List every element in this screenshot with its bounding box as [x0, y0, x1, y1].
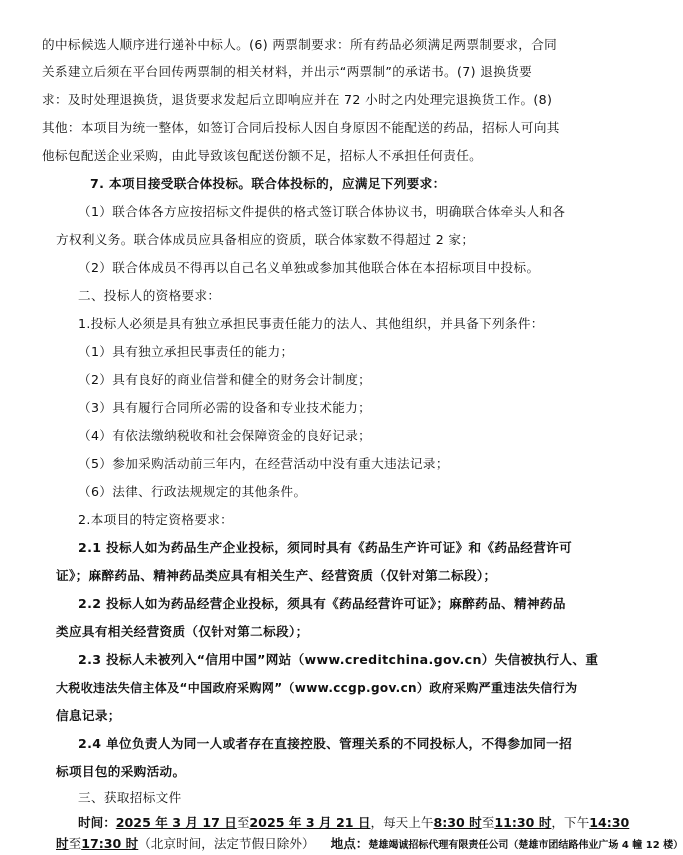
- text-line-15: （4）有依法缴纳税收和社会保障资金的良好记录；: [78, 428, 372, 443]
- text-line-16: （5）参加采购活动前三年内，在经营活动中没有重大违法记录；: [78, 456, 449, 471]
- text-line-24: 大税收违法失信主体及“中国政府采购网”（www.ccgp.gov.cn）政府采购严重违法失信行为: [56, 681, 578, 695]
- text-line-12: （1）具有独立承担民事责任的能力；: [78, 344, 294, 359]
- section-3-heading: 三、获取招标文件: [78, 790, 182, 805]
- text-line-5: 他标包配送企业采购，由此导致该包配送份额不足，招标人不承担任何责任。: [42, 148, 483, 163]
- pm-start-b: 时: [56, 836, 69, 851]
- text-line-23: 2.3 投标人未被列入“信用中国”网站（www.creditchina.gov.cn）失信被执行人、重: [78, 652, 599, 667]
- end-date: 2025 年 3 月 21 日: [249, 815, 371, 830]
- time-note: （北京时间，法定节假日除外）: [138, 836, 315, 851]
- text-line-20: 证》；麻醉药品、精神药品类应具有相关生产、经营资质（仅针对第二标段）；: [56, 568, 497, 583]
- text-line-25: 信息记录；: [56, 708, 121, 723]
- text-line-7: （1）联合体各方应按招标文件提供的格式签订联合体协议书，明确联合体牵头人和各: [78, 204, 566, 219]
- text-line-21: 2.2 投标人如为药品经营企业投标，须具有《药品经营许可证》；麻醉药品、精神药品: [78, 596, 566, 611]
- morning-prefix: ，每天上午: [370, 815, 434, 830]
- afternoon-prefix: ，下午: [551, 815, 590, 830]
- section-2-heading: 二、投标人的资格要求：: [78, 288, 221, 303]
- to-2: 至: [481, 815, 495, 830]
- text-line-22: 类应具有相关经营资质（仅针对第二标段）；: [56, 624, 309, 639]
- text-line-19: 2.1 投标人如为药品生产企业投标，须同时具有《药品生产许可证》和《药品经营许可: [78, 540, 573, 555]
- text-line-8: 方权利义务。联合体成员应具备相应的资质，联合体家数不得超过 2 家；: [56, 232, 475, 247]
- text-line-4: 其他：本项目为统一整体，如签订合同后投标人因自身原因不能配送的药品，招标人可向其: [42, 120, 560, 135]
- am-start: 8:30 时: [433, 815, 482, 830]
- place-value: 楚雄竭诚招标代理有限责任公司（楚雄市团结路伟业广场 4 幢 12 楼）: [368, 840, 683, 851]
- start-date: 2025 年 3 月 17 日: [115, 815, 237, 830]
- pm-start-a: 14:30: [589, 815, 630, 830]
- text-line-3: 求：及时处理退换货，退货要求发起后立即响应并在 72 小时之内处理完退换货工作。(8): [42, 92, 553, 107]
- text-line-11: 1.投标人必须是具有独立承担民事责任能力的法人、其他组织，并具备下列条件：: [78, 316, 544, 331]
- text-line-27: 标项目包的采购活动。: [56, 764, 186, 779]
- to-1: 至: [236, 815, 250, 830]
- text-line-2: 关系建立后须在平台回传两票制的相关材料，并出示“两票制”的承诺书。(7) 退换货要: [42, 64, 533, 79]
- pm-end: 17:30 时: [81, 836, 139, 851]
- time-line: [78, 814, 630, 832]
- section-7-heading: 7. 本项目接受联合体投标。联合体投标的，应满足下列要求：: [90, 176, 446, 191]
- text-line-13: （2）具有良好的商业信誉和健全的财务会计制度；: [78, 372, 372, 387]
- text-line-1: 的中标候选人顺序进行递补中标人。(6) 两票制要求：所有药品必须满足两票制要求，合同: [42, 37, 558, 52]
- time-line-continued: [56, 835, 683, 855]
- text-line-17: （6）法律、行政法规规定的其他条件。: [78, 484, 307, 499]
- text-line-18: 2.本项目的特定资格要求：: [78, 512, 234, 527]
- text-line-26: 2.4 单位负责人为同一人或者存在直接控股、管理关系的不同投标人，不得参加同一招: [78, 736, 573, 751]
- place-label: 地点：: [330, 836, 369, 851]
- text-line-9: （2）联合体成员不得再以自己名义单独或参加其他联合体在本招标项目中投标。: [78, 260, 540, 275]
- to-3: 至: [68, 836, 82, 851]
- text-line-14: （3）具有履行合同所必需的设备和专业技术能力；: [78, 400, 372, 415]
- am-end: 11:30 时: [494, 815, 552, 830]
- time-label: 时间：: [78, 815, 116, 830]
